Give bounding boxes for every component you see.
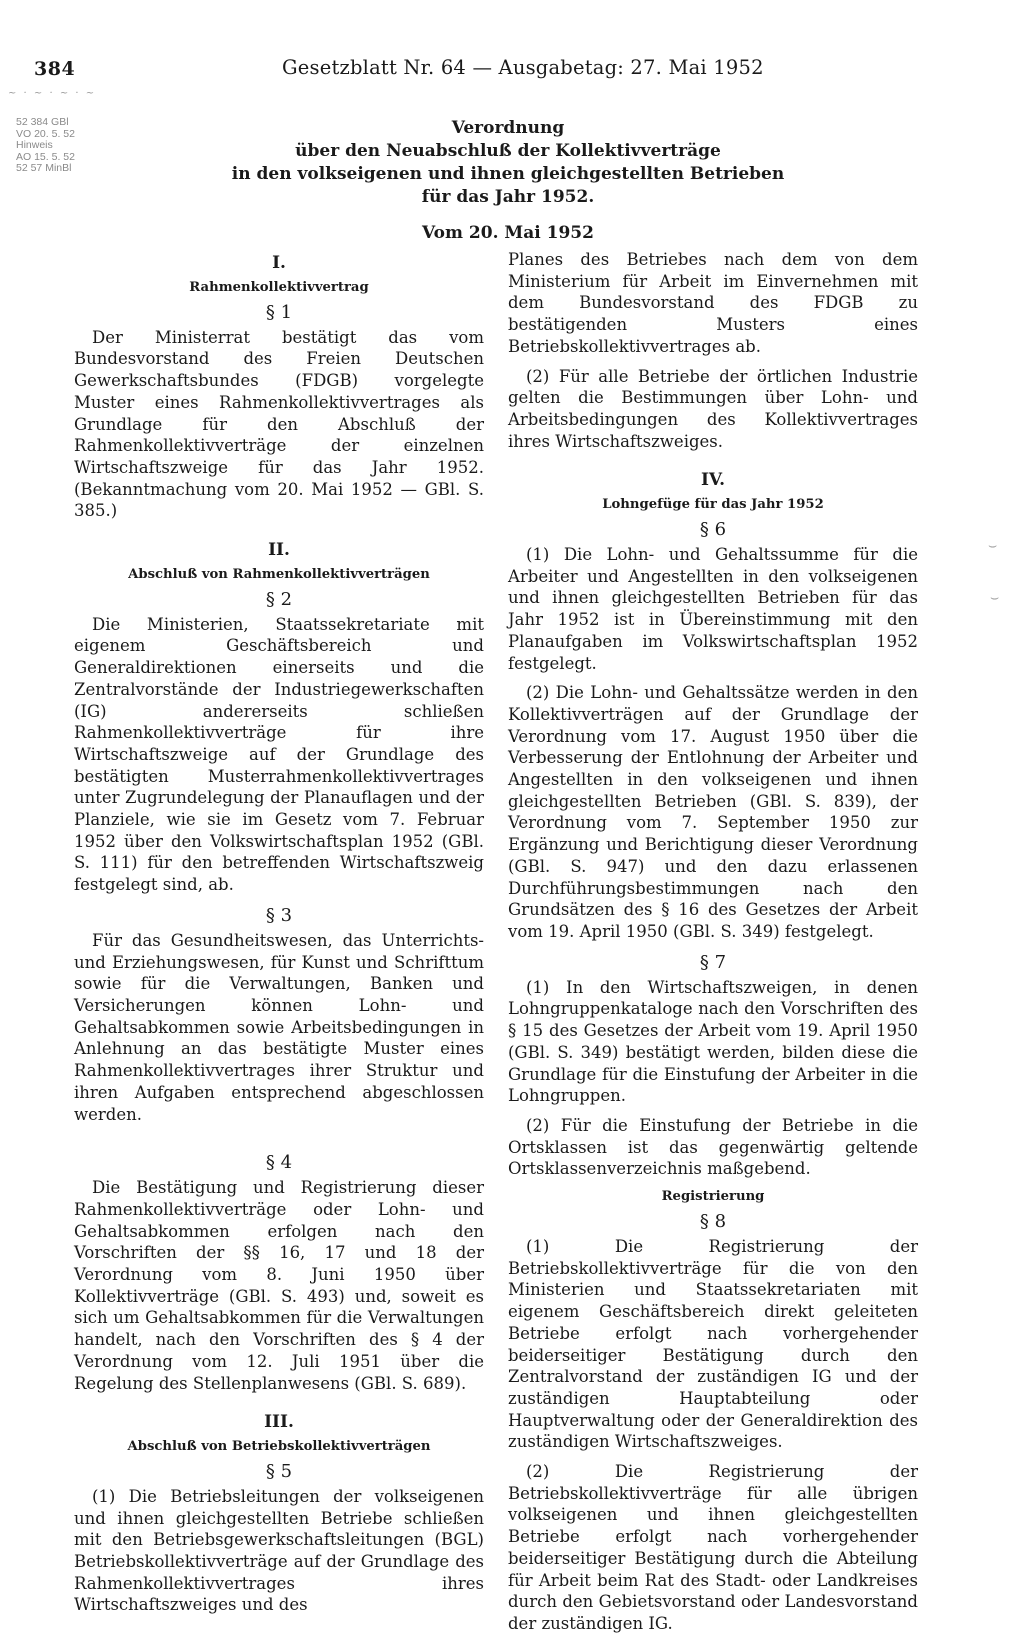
paragraph-text: Die Bestätigung und Registrierung dieser Rahmenkollektivverträge oder Lohn- und Gehaltsabkommen erfolgen nach den Vorschriften der §§ 16, 17 und 18 der Verordnung vom 8. Juni 1950 über Kollektivverträge (GBl. S. 493) und, soweit es sich um Gehaltsabkommen für die Verwaltungen handelt, nach den Vorschriften des § 4 der Verordnung vom 12. Juli 1951 über die Regelung des Stellenplanwesens (GBl. S. 689). — [74, 1178, 484, 1393]
title-date: Vom 20. Mai 1952 — [422, 223, 594, 243]
page-header-title: Gesetzblatt Nr. 64 — Ausgabetag: 27. Mai 1952 — [282, 56, 764, 79]
page-number: 384 — [34, 58, 76, 80]
section-heading: Registrierung — [661, 1189, 765, 1205]
section-heading: Lohngefüge für das Jahr 1952 — [602, 497, 824, 513]
margin-note: 52 384 GBl — [16, 116, 69, 128]
paragraph-text: (2) Die Registrierung der Betriebskollektivverträge für alle übrigen volkseigenen und ihnen gleichgestellten Betriebe erfolgt nach vorhergehender beiderseitiger Bestätigung durch die Abteilung für Arbeit beim Rat des Stadt- oder Landkreises durch den Gebietsvorstand oder Landesvorstand der zuständigen IG. — [508, 1462, 918, 1633]
section-roman: IV. — [700, 470, 726, 491]
paragraph-text: (1) Die Lohn- und Gehaltssumme für die Arbeiter und Angestellten in den volkseigenen und ihnen gleichgestellten Betrieben für das Jahr 1952 ist in Übereinstimmung mit den Planaufgaben im Volkswirtschaftsplan 1952 festgelegt. — [508, 545, 918, 673]
margin-notes — [16, 117, 126, 175]
section-heading: Rahmenkollektivvertrag — [189, 279, 369, 295]
left-column — [74, 249, 484, 1624]
title-line: Verordnung — [451, 118, 565, 138]
paragraph-text: (1) Die Betriebsleitungen der volkseigenen und ihnen gleichgestellten Betriebe schließen mit den Betriebsgewerkschaftsleitungen (BGL) Betriebskollektivverträge auf der Grundlage des Rahmenkollektivvertrages ihres Wirtschaftszweiges und des — [74, 1486, 484, 1615]
section-roman: II. — [268, 540, 290, 561]
title-line: in den volkseigenen und ihnen gleichgestellten Betrieben — [231, 164, 785, 184]
paragraph-text: (2) Für alle Betriebe der örtlichen Industrie gelten die Bestimmungen über Lohn- und Arbeitsbedingungen des Kollektivvertrages ihres Wirtschaftszweiges. — [508, 366, 918, 451]
scan-mark: ⌣ — [988, 538, 998, 554]
paragraph-text: (2) Für die Einstufung der Betriebe in die Ortsklassen ist das gegenwärtig geltende Ortsklassenverzeichnis maßgebend. — [508, 1115, 918, 1179]
section-heading: Abschluß von Rahmenkollektivverträgen — [128, 566, 430, 582]
paragraph-sign: § 6 — [699, 519, 727, 541]
paragraph-sign: § 8 — [699, 1211, 727, 1233]
title-line: für das Jahr 1952. — [421, 187, 595, 207]
paragraph-sign: § 7 — [699, 951, 727, 973]
section-roman: I. — [272, 253, 286, 273]
margin-note: Hinweis — [16, 139, 53, 151]
margin-note: 52 57 MinBl — [16, 162, 72, 174]
paragraph-sign: § 3 — [265, 904, 293, 926]
paragraph-text: Für das Gesundheitswesen, das Unterrichts- und Erziehungswesen, für Kunst und Schrifttum sowie für die Verwaltungen, Banken und Versicherungen können Lohn- und Gehaltsabkommen sowie Arbeitsbedingungen in Anlehnung an das bestätigte Muster eines Rahmenkollektivvertrages ihrer Struktur und ihren Aufgaben entsprechend abgeschlossen werden. — [74, 930, 484, 1124]
margin-note: AO 15. 5. 52 — [16, 150, 75, 163]
paragraph-text: Planes des Betriebes nach dem von dem Ministerium für Arbeit im Einvernehmen mit dem Bundesvorstand des FDGB zu bestätigenden Musters eines Betriebskollektivvertrages ab. — [508, 250, 918, 356]
right-column — [508, 249, 918, 1643]
paragraph-text: Die Ministerien, Staatssekretariate mit eigenem Geschäftsbereich und Generaldirektionen einerseits und die Zentralvorstände der Industriegewerkschaften (IG) andererseits schließen Rahmenkollektivverträge für ihre Wirtschaftszweige auf der Grundlage des bestätigten Musterrahmenkollektivvertrages unter Zugrundelegung der Planauflagen und der Planziele, wie sie im Gesetz vom 7. Februar 1952 über den Volkswirtschaftsplan 1952 (GBl. S. 111) für den betreffenden Wirtschaftszweig festgelegt sind, ab. — [74, 614, 484, 895]
paragraph-sign: § 1 — [265, 301, 293, 323]
title-line: über den Neuabschluß der Kollektivverträge — [295, 141, 721, 161]
section-roman: III. — [264, 1412, 294, 1433]
paragraph-text: (1) Die Registrierung der Betriebskollektivverträge für die von den Ministerien und Staatssekretariaten mit eigenem Geschäftsbereich direkt geleiteten Betriebe erfolgt nach vorhergehender beiderseitiger Bestätigung durch den Zentralvorstand der zuständigen IG und der zuständigen Hauptabteilung oder Hauptverwaltung oder der Generaldirektion des zuständigen Wirtschaftszweiges. — [508, 1237, 918, 1452]
paragraph-text: (1) In den Wirtschaftszweigen, in denen Lohngruppenkataloge nach den Vorschriften des § 15 des Gesetzes der Arbeit vom 19. April 1950 (GBl. S. 349) bestätigt werden, bilden diese die Grundlage für die Einstufung der Arbeiter in die Lohngruppen. — [508, 977, 918, 1106]
paragraph-sign: § 5 — [265, 1460, 293, 1482]
margin-note: VO 20. 5. 52 — [16, 127, 75, 140]
paragraph-text: Der Ministerrat bestätigt das vom Bundesvorstand des Freien Deutschen Gewerkschaftsbundes (FDGB) vorgelegte Muster eines Rahmenkollektivvertrages als Grundlage für den Abschluß der Rahmenkollektivverträge der einzelnen Wirtschaftszweige für das Jahr 1952. (Bekanntmachung vom 20. Mai 1952 — GBl. S. 385.) — [74, 327, 484, 521]
paragraph-sign: § 2 — [265, 588, 293, 610]
document-title — [230, 117, 786, 244]
section-heading: Abschluß von Betriebskollektivverträgen — [127, 1438, 431, 1454]
paragraph-text: (2) Die Lohn- und Gehaltssätze werden in den Kollektivverträgen auf der Grundlage der Verordnung vom 17. August 1950 über die Verbesserung der Entlohnung der Arbeiter und Angestellten in den volkseigenen und ihnen gleichgestellten Betrieben (GBl. S. 839), der Verordnung vom 7. September 1950 zur Ergänzung und Berichtigung dieser Verordnung (GBl. S. 947) und den dazu erlassenen Durchführungsbestimmungen nach den Grundsätzen des § 16 des Gesetzes der Arbeit vom 19. April 1950 (GBl. S. 349) festgelegt. — [508, 683, 918, 941]
scan-mark: ⌣ — [990, 590, 1000, 606]
paragraph-sign: § 4 — [265, 1152, 293, 1174]
perforation-dots: ~ · ~ · ~ · ~ — [8, 88, 97, 99]
